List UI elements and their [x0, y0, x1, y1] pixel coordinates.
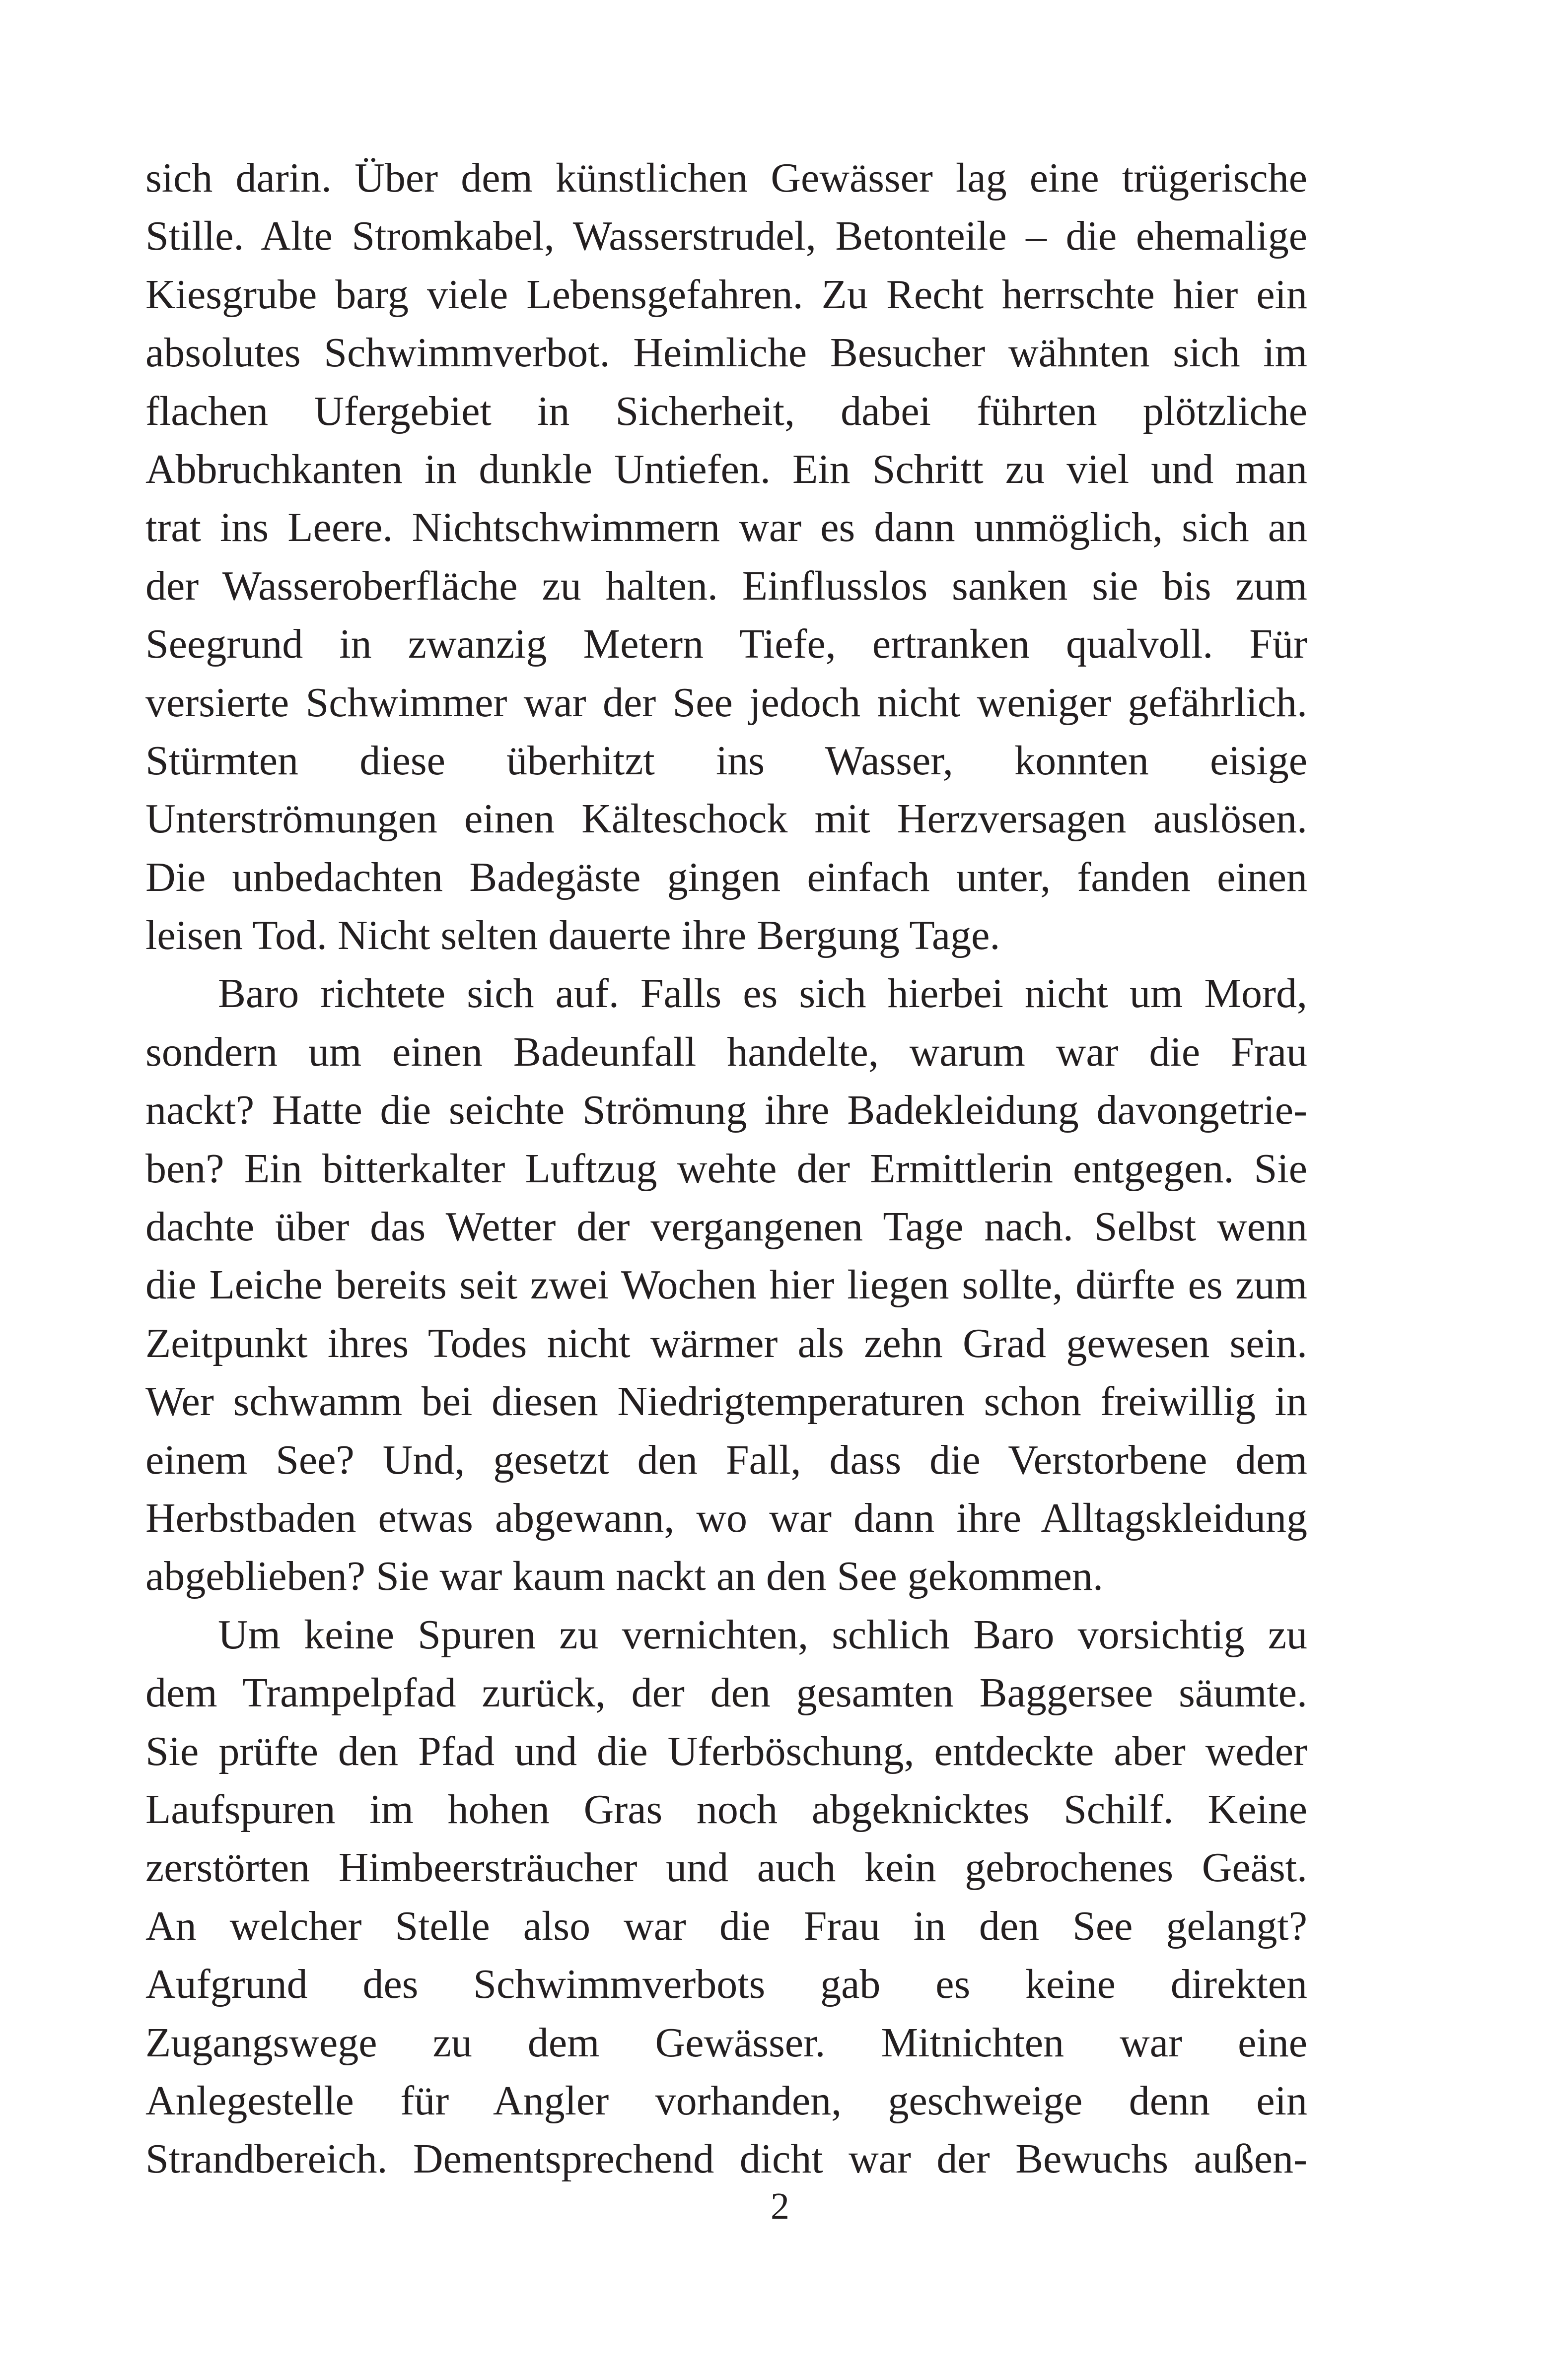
body-text: [145, 149, 1307, 2188]
text-line: sich darin. Über dem künstlichen Gewässer lag eine trügerische: [145, 155, 1307, 201]
text-line: Strandbereich. Dementsprechend dicht war der Bewuchs außen-: [145, 2136, 1307, 2182]
text-line: ben? Ein bitterkalter Luftzug wehte der Ermittlerin entgegen. Sie: [145, 1145, 1307, 1192]
text-line: leisen Tod. Nicht selten dauerte ihre Bergung Tage.: [145, 912, 1000, 959]
text-line: Kiesgrube barg viele Lebensgefahren. Zu Recht herrschte hier ein: [145, 271, 1307, 318]
text-line: Stille. Alte Stromkabel, Wasserstrudel, Betonteile – die ehemalige: [145, 213, 1307, 260]
text-line: flachen Ufergebiet in Sicherheit, dabei führten plötzliche: [145, 388, 1307, 434]
page-number: 2: [771, 2185, 789, 2227]
text-line: zerstörten Himbeersträucher und auch kein gebrochenes Geäst.: [145, 1844, 1307, 1891]
text-line: Seegrund in zwanzig Metern Tiefe, ertranken qualvoll. Für: [145, 621, 1307, 668]
text-line: Aufgrund des Schwimmverbots gab es keine direkten: [145, 1961, 1307, 2008]
text-line: Wer schwamm bei diesen Niedrigtemperaturen schon freiwillig in: [145, 1378, 1307, 1425]
text-line: Unterströmungen einen Kälteschock mit Herzversagen auslösen.: [145, 796, 1307, 842]
text-line: Sie prüfte den Pfad und die Uferböschung, entdeckte aber weder: [145, 1728, 1307, 1774]
text-line: Abbruchkanten in dunkle Untiefen. Ein Schritt zu viel und man: [145, 446, 1307, 492]
text-line: abgeblieben? Sie war kaum nackt an den See gekommen.: [145, 1553, 1103, 1600]
text-line: der Wasseroberfläche zu halten. Einflusslos sanken sie bis zum: [145, 562, 1307, 609]
text-line: Herbstbaden etwas abgewann, wo war dann ihre Alltagskleidung: [145, 1495, 1307, 1541]
text-line: trat ins Leere. Nichtschwimmern war es dann unmöglich, sich an: [145, 504, 1307, 551]
text-line: sondern um einen Badeunfall handelte, warum war die Frau: [145, 1028, 1307, 1075]
text-line: dachte über das Wetter der vergangenen Tage nach. Selbst wenn: [145, 1204, 1307, 1250]
text-line: Stürmten diese überhitzt ins Wasser, konnten eisige: [145, 737, 1307, 784]
text-line: nackt? Hatte die seichte Strömung ihre Badekleidung davongetrie-: [145, 1087, 1307, 1134]
text-line: Zeitpunkt ihres Todes nicht wärmer als zehn Grad gewesen sein.: [145, 1320, 1307, 1366]
text-line: Um keine Spuren zu vernichten, schlich Baro vorsichtig zu: [218, 1611, 1307, 1658]
text-line: Zugangswege zu dem Gewässer. Mitnichten war eine: [145, 2019, 1307, 2066]
text-line: Die unbedachten Badegäste gingen einfach unter, fanden einen: [145, 854, 1307, 900]
text-line: einem See? Und, gesetzt den Fall, dass die Verstorbene dem: [145, 1436, 1307, 1483]
text-line: dem Trampelpfad zurück, der den gesamten Baggersee säumte.: [145, 1670, 1307, 1716]
text-line: Baro richtete sich auf. Falls es sich hierbei nicht um Mord,: [218, 970, 1307, 1017]
text-line: die Leiche bereits seit zwei Wochen hier liegen sollte, dürfte es zum: [145, 1262, 1307, 1308]
text-line: absolutes Schwimmverbot. Heimliche Besucher wähnten sich im: [145, 330, 1307, 376]
text-line: Anlegestelle für Angler vorhanden, geschweige denn ein: [145, 2077, 1307, 2124]
text-line: Laufspuren im hohen Gras noch abgeknicktes Schilf. Keine: [145, 1786, 1307, 1833]
text-line: versierte Schwimmer war der See jedoch nicht weniger gefährlich.: [145, 679, 1307, 726]
text-line: An welcher Stelle also war die Frau in den See gelangt?: [145, 1903, 1307, 1949]
